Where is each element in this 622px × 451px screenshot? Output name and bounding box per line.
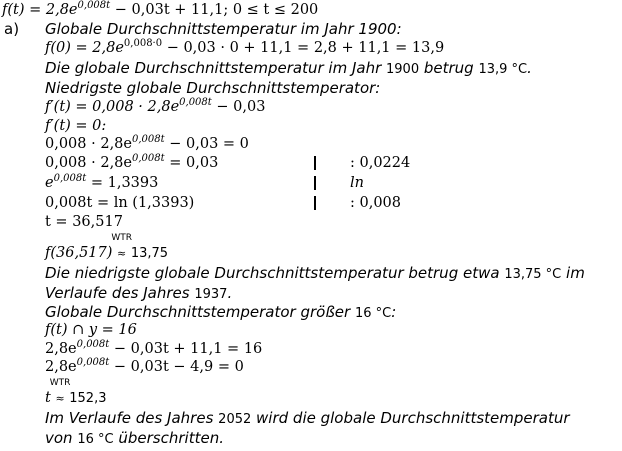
- step-operation: ln: [350, 175, 364, 191]
- answer-temperature: 16 °C: [77, 432, 114, 447]
- section3-heading: [45, 303, 396, 321]
- answer-text: Die niedrigste globale Durchschnittstemperatur betrug etwa: [45, 264, 505, 282]
- answer-text: wird die globale Durchschnittstemperatur: [251, 409, 570, 427]
- function-definition: [2, 2, 318, 18]
- section1-heading: Globale Durchschnittstemperatur im Jahr 1900:: [45, 20, 402, 38]
- approx-with-wtr: [111, 233, 132, 261]
- intersection-condition: f(t) ∩ y = 16: [45, 322, 137, 338]
- step-rhs: − 0,03t + 11,1 = 16: [109, 341, 263, 357]
- heading-text: :: [391, 303, 397, 321]
- section1-equation: [45, 40, 444, 56]
- section1-answer: [45, 59, 532, 77]
- answer-year: 1937: [194, 287, 228, 302]
- step-operation: : 0,0224: [350, 155, 411, 171]
- answer-text: im: [561, 264, 585, 282]
- result-lhs: t: [45, 390, 51, 406]
- answer-temperature: 13,9 °C: [478, 62, 528, 77]
- operation-separator: [314, 176, 316, 190]
- step-rhs: − 0,03 = 0: [164, 136, 249, 152]
- evaluation-rhs: 13,75: [130, 246, 169, 261]
- step-lhs: 0,008 · 2,8e: [45, 155, 132, 171]
- solve-step: [45, 359, 244, 375]
- evaluation-lhs: f(36,517): [45, 245, 113, 261]
- step-lhs: 2,8e: [45, 341, 77, 357]
- answer-text: Die globale Durchschnittstemperatur im Jahr: [45, 59, 387, 77]
- result-rhs: 152,3: [69, 391, 107, 406]
- solve-step: [45, 136, 249, 152]
- heading-text: Globale Durchschnittstemperator größer: [45, 303, 355, 321]
- step-lhs: 2,8e: [45, 359, 77, 375]
- operation-separator: [314, 196, 316, 210]
- approx-with-wtr: [49, 378, 71, 406]
- result-line: [45, 378, 107, 406]
- heading-temperature: 16 °C: [354, 306, 392, 321]
- solve-step: [45, 175, 158, 191]
- derivative-condition: f′(t) = 0:: [45, 118, 107, 134]
- step-exponent: 0,008t: [131, 153, 165, 164]
- eq-rhs: − 0,03 · 0 + 11,1 = 2,8 + 11,1 = 13,9: [162, 40, 445, 56]
- solve-step: [45, 214, 123, 230]
- part-label: a): [4, 20, 20, 38]
- step-exponent: 0,008t: [131, 134, 165, 145]
- solve-step: [45, 341, 262, 357]
- answer-text: .: [227, 284, 233, 302]
- step-exponent: 0,008t: [76, 339, 110, 350]
- solve-step: [45, 195, 194, 211]
- operation-separator: [314, 156, 316, 170]
- step-rhs: − 0,03t − 4,9 = 0: [109, 359, 244, 375]
- step-lhs: e: [45, 175, 54, 191]
- section3-answer-line2: [45, 429, 224, 447]
- step-rhs: = 0,03: [164, 155, 219, 171]
- derivative-rhs: − 0,03: [211, 99, 266, 115]
- step-rhs: = 1,3393: [86, 175, 159, 191]
- answer-year: 2052: [218, 412, 252, 427]
- answer-temperature: 13,75 °C: [504, 267, 562, 282]
- answer-text: Verlaufe des Jahres: [45, 284, 195, 302]
- derivative-exponent: 0,008t: [179, 97, 212, 108]
- function-rhs: − 0,03t + 11,1; 0 ≤ t ≤ 200: [110, 2, 319, 18]
- eq-lhs: f(0) = 2,8e: [45, 40, 124, 56]
- step-lhs: 0,008t = ln (1,3393): [45, 195, 195, 211]
- step-operation: : 0,008: [350, 195, 402, 211]
- answer-text: überschritten.: [113, 429, 224, 447]
- answer-year: 1900: [386, 62, 420, 77]
- section2-heading: Niedrigste globale Durchschnittstemperator:: [45, 79, 381, 97]
- solve-step: [45, 155, 218, 171]
- wtr-label: WTR: [111, 233, 132, 243]
- approx-symbol: ≈: [55, 392, 65, 405]
- section3-answer-line1: [45, 409, 570, 427]
- answer-text: .: [527, 59, 532, 77]
- section2-answer-line1: [45, 264, 585, 282]
- answer-text: von: [45, 429, 78, 447]
- step-lhs: 0,008 · 2,8e: [45, 136, 132, 152]
- eq-exponent: 0,008·0: [123, 38, 163, 49]
- derivative-lhs: f′(t) = 0,008 · 2,8e: [45, 99, 180, 115]
- wtr-label: WTR: [49, 378, 71, 388]
- derivative-equation: [45, 99, 265, 115]
- section2-answer-line2: [45, 284, 232, 302]
- answer-text: Im Verlaufe des Jahres: [45, 409, 219, 427]
- step-lhs: t = 36,517: [45, 214, 123, 230]
- function-lhs: f(t) = 2,8e: [2, 2, 78, 18]
- step-exponent: 0,008t: [53, 173, 87, 184]
- answer-text: betrug: [419, 59, 479, 77]
- approx-symbol: ≈: [117, 247, 127, 260]
- step-exponent: 0,008t: [76, 357, 110, 368]
- function-exponent: 0,008t: [77, 0, 111, 11]
- evaluation-line: [45, 233, 169, 261]
